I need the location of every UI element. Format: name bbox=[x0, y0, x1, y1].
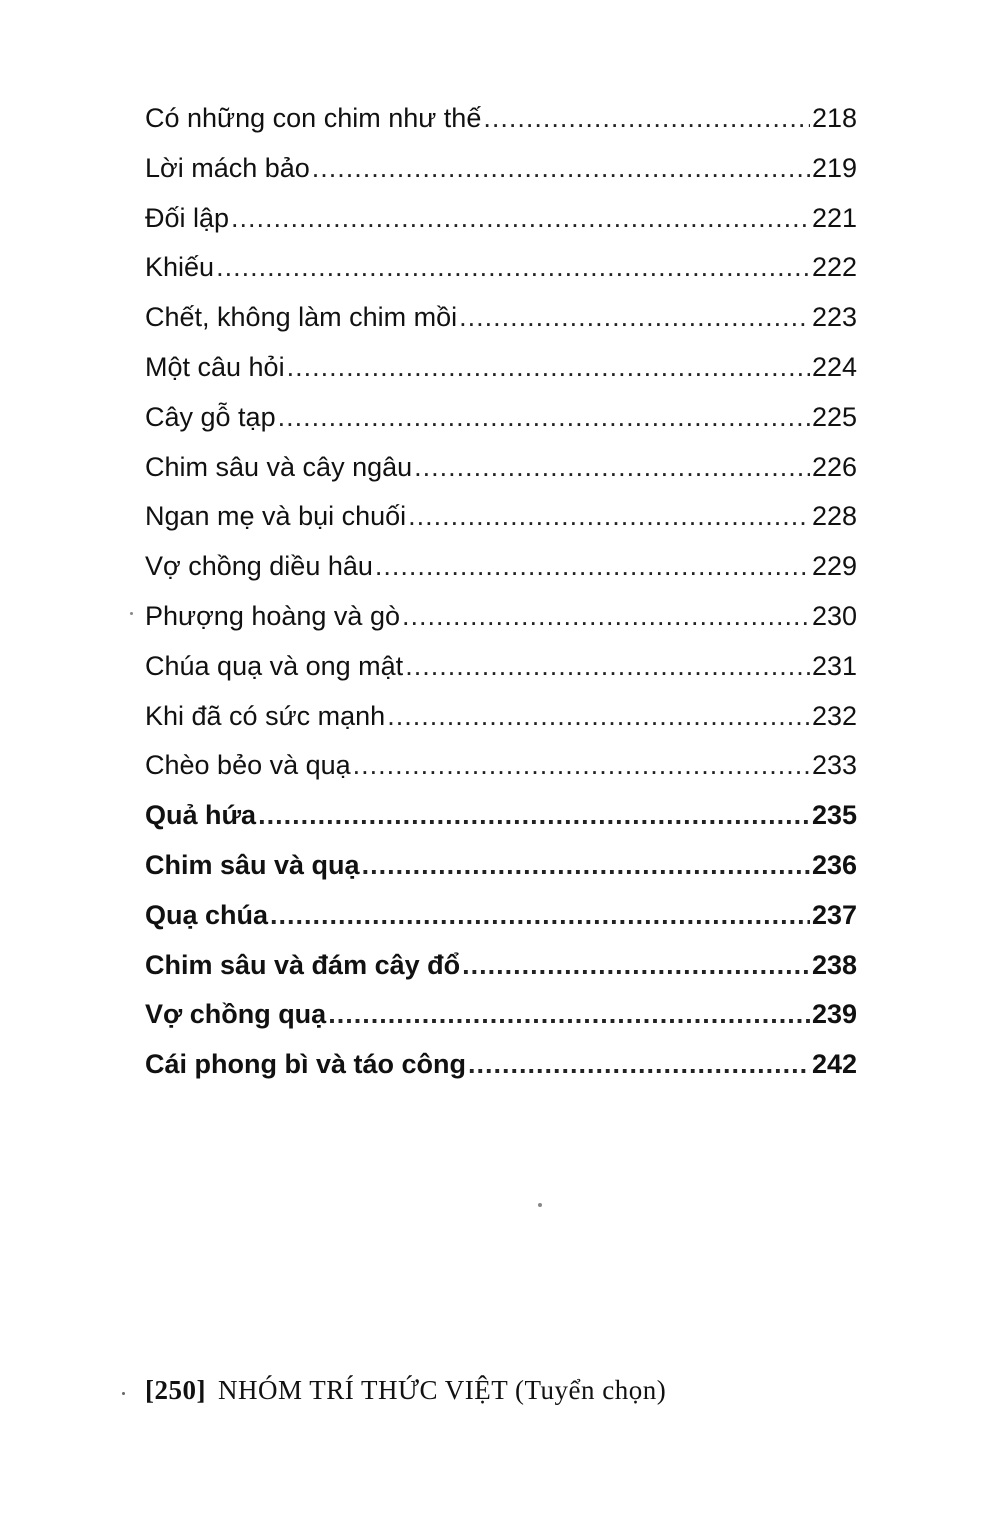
toc-entry bbox=[145, 895, 857, 945]
toc-entry bbox=[145, 98, 857, 148]
scan-speck bbox=[130, 612, 133, 615]
toc-entry-page: 218 bbox=[811, 103, 857, 133]
toc-entry bbox=[145, 247, 857, 297]
toc-entry-page: 219 bbox=[811, 152, 857, 183]
toc-entry bbox=[145, 496, 857, 546]
toc-entry-title: Quạ chúa bbox=[145, 899, 269, 930]
toc-entry bbox=[145, 148, 857, 198]
toc-entry-page: 237 bbox=[811, 899, 857, 930]
toc-entry-title: Lời mách bảo bbox=[145, 152, 310, 183]
toc-entry-title: Ngan mẹ và bụi chuối bbox=[145, 501, 407, 532]
toc-entry-page: 229 bbox=[811, 551, 857, 582]
toc-dot-leader bbox=[402, 596, 810, 636]
toc-entry-title: Cái phong bì và táo công bbox=[145, 1049, 467, 1080]
toc-entry-page: 226 bbox=[811, 451, 857, 482]
toc-entry bbox=[145, 546, 857, 596]
table-of-contents bbox=[145, 98, 857, 1094]
toc-dot-leader bbox=[328, 994, 810, 1034]
toc-dot-leader bbox=[408, 496, 810, 536]
toc-entry-title: Chim sâu và cây ngâu bbox=[145, 451, 413, 482]
toc-dot-leader bbox=[287, 347, 810, 387]
toc-entry bbox=[145, 945, 857, 995]
toc-entry-title: Cây gỗ tạp bbox=[145, 401, 276, 432]
toc-entry-page: 228 bbox=[811, 501, 857, 532]
toc-entry-page: 238 bbox=[811, 949, 857, 980]
toc-entry-title: Khiếu bbox=[145, 252, 215, 283]
toc-entry-title: Chim sâu và đám cây đổ bbox=[145, 949, 461, 980]
toc-entry-page: 236 bbox=[811, 849, 857, 880]
toc-dot-leader bbox=[353, 745, 810, 785]
toc-entry-page: 232 bbox=[811, 700, 857, 731]
toc-entry bbox=[145, 795, 857, 845]
toc-dot-leader bbox=[278, 397, 810, 437]
toc-dot-leader bbox=[462, 945, 810, 985]
toc-entry bbox=[145, 745, 857, 795]
toc-dot-leader bbox=[414, 447, 810, 487]
toc-entry-page: 222 bbox=[811, 252, 857, 283]
toc-entry bbox=[145, 347, 857, 397]
toc-entry bbox=[145, 198, 857, 248]
toc-entry-title: Có những con chim như thế bbox=[145, 103, 482, 133]
toc-entry-title: Chim sâu và quạ bbox=[145, 849, 360, 880]
toc-entry-page: 230 bbox=[811, 600, 857, 631]
toc-entry bbox=[145, 845, 857, 895]
toc-entry-title: Vợ chồng quạ bbox=[145, 999, 327, 1030]
toc-entry bbox=[145, 596, 857, 646]
toc-dot-leader bbox=[387, 696, 810, 736]
toc-entry-title: Một câu hỏi bbox=[145, 351, 285, 382]
toc-entry-page: 225 bbox=[811, 401, 857, 432]
toc-entry-page: 231 bbox=[811, 650, 857, 681]
toc-entry-title: Chèo bẻo và quạ bbox=[145, 750, 351, 781]
footer-page-number: [250] bbox=[145, 1375, 206, 1405]
toc-entry bbox=[145, 297, 857, 347]
footer-book-title: NHÓM TRÍ THỨC VIỆT (Tuyển chọn) bbox=[217, 1375, 667, 1405]
toc-entry bbox=[145, 1044, 857, 1094]
toc-entry-page: 221 bbox=[811, 202, 857, 233]
toc-dot-leader bbox=[375, 546, 810, 586]
toc-entry-page: 223 bbox=[811, 302, 857, 333]
toc-entry bbox=[145, 696, 857, 746]
toc-entry-title: Khi đã có sức mạnh bbox=[145, 700, 386, 731]
toc-dot-leader bbox=[258, 795, 810, 835]
toc-entry bbox=[145, 447, 857, 497]
scan-speck bbox=[122, 1392, 125, 1395]
toc-entry-title: Chúa quạ và ong mật bbox=[145, 650, 404, 681]
toc-dot-leader bbox=[468, 1044, 810, 1084]
toc-entry-page: 235 bbox=[811, 800, 857, 831]
toc-dot-leader bbox=[216, 247, 810, 287]
toc-entry-title: Chết, không làm chim mồi bbox=[145, 302, 458, 333]
toc-dot-leader bbox=[405, 646, 810, 686]
toc-entry-page: 224 bbox=[811, 351, 857, 382]
toc-entry-title: Quả hứa bbox=[145, 800, 257, 831]
toc-entry-page: 233 bbox=[811, 750, 857, 781]
toc-dot-leader bbox=[362, 845, 810, 885]
toc-entry bbox=[145, 397, 857, 447]
toc-entry-title: Vợ chồng diều hâu bbox=[145, 551, 373, 582]
toc-entry bbox=[145, 646, 857, 696]
toc-dot-leader bbox=[312, 148, 810, 188]
toc-entry-page: 242 bbox=[811, 1049, 857, 1080]
toc-dot-leader bbox=[231, 198, 810, 238]
toc-entry bbox=[145, 994, 857, 1044]
toc-entry-title: Phượng hoàng và gò bbox=[145, 600, 400, 631]
toc-dot-leader bbox=[459, 297, 810, 337]
page-footer bbox=[145, 1375, 666, 1406]
toc-dot-leader bbox=[483, 98, 810, 138]
scan-speck bbox=[538, 1203, 542, 1207]
toc-entry-page: 239 bbox=[811, 999, 857, 1030]
toc-dot-leader bbox=[270, 895, 810, 935]
toc-entry-title: Đối lập bbox=[145, 202, 230, 233]
